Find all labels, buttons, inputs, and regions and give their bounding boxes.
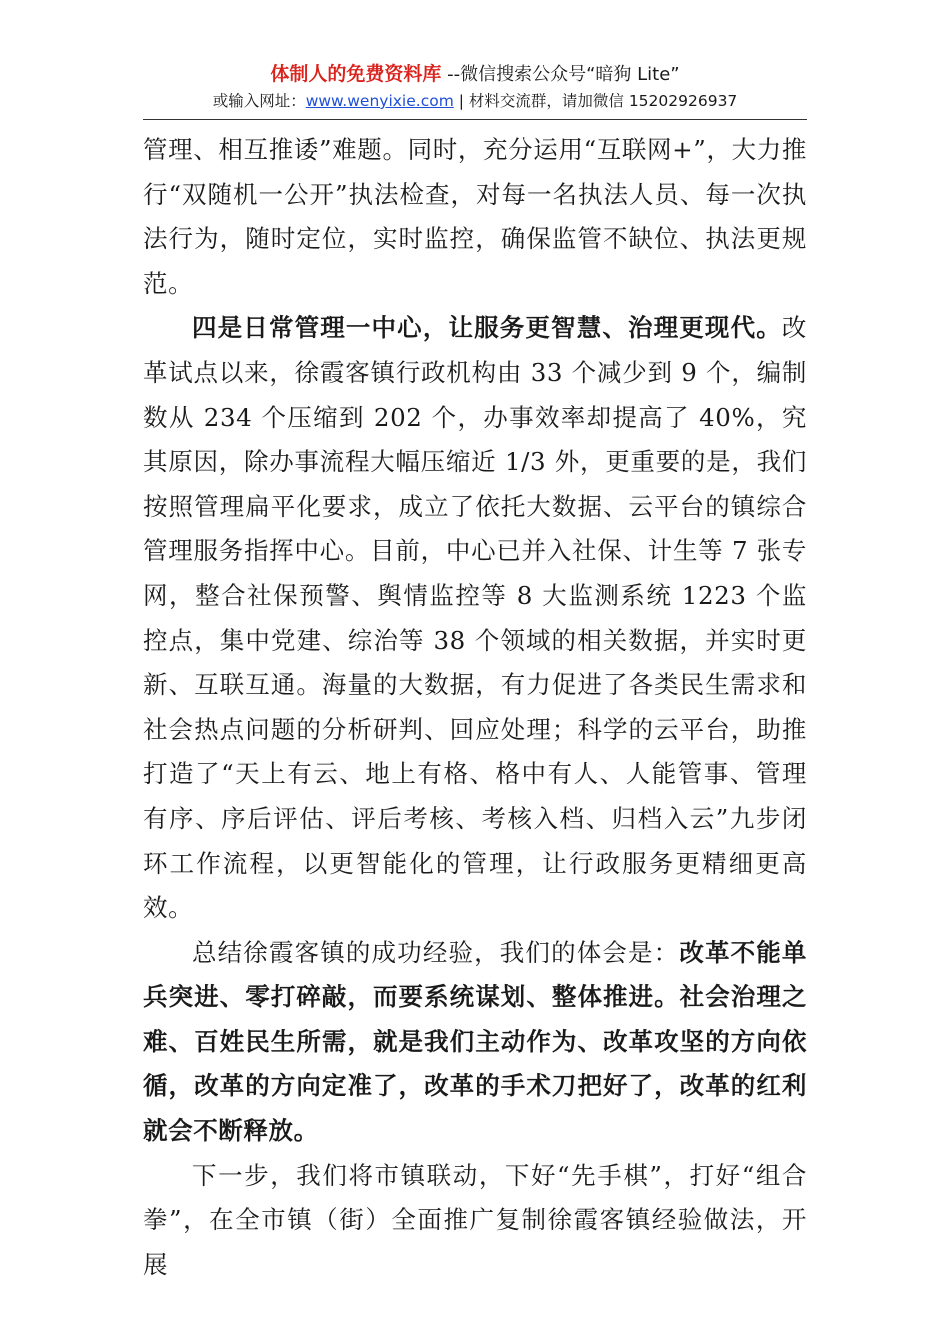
summary-emphasis: 改革不能单兵突进、零打碎敲，而要系统谋划、整体推进。社会治理之难、百姓民生所需，就是我们主动作为、改革攻坚的方向依循，改革的方向定准了，改革的手术刀把好了，改革的红利就会不断释放。 — [143, 937, 808, 1146]
paragraph-text: 下一步，我们将市镇联动，下好“先手棋”，打好“组合拳”，在全市镇（街）全面推广复制徐霞客镇经验做法，开展 — [143, 1160, 807, 1279]
section-heading: 四是日常管理一中心，让服务更智慧、治理更现代。 — [192, 313, 782, 343]
paragraph-text: 总结徐霞客镇的成功经验，我们的体会是： — [192, 937, 680, 967]
header-contact-line — [0, 90, 950, 112]
header-divider — [143, 119, 807, 120]
brand-title: 体制人的免费资料库 — [270, 63, 442, 85]
header-banner — [0, 62, 950, 87]
paragraph-next-steps — [143, 1154, 807, 1288]
paragraph-section-four — [143, 306, 807, 930]
url-prefix: 或输入网址： — [212, 92, 306, 110]
paragraph-continued — [143, 128, 807, 306]
header-separator: | — [453, 92, 469, 110]
paragraph-text: 改革试点以来，徐霞客镇行政机构由 33 个减少到 9 个，编制数从 234 个压缩到 202 个，办事效率却提高了 40%，究其原因，除办事流程大幅压缩近 1/3 外，更重要的是，我们按照管理扁平化要求，成立了依托大数据、云平台的镇综合管理服务指挥中心。目前，中心已并入社保、计生等 7 张专网，整合社保预警、舆情监控等 8 大监测系统 1223 个监控点，集中党建、综治等 38 个领域的相关数据，并实时更新、互联互通。海量的大数据，有力促进了各类民生需求和社会热点问题的分析研判、回应处理；科学的云平台，助推打造了“天上有云、地上有格、格中有人、人能管事、管理有序、序后评估、评后考核、考核入档、归档入云”九步闭环工作流程，以更智能化的管理，让行政服务更精细更高效。 — [143, 313, 807, 923]
header-tagline: --微信搜索公众号“暗狗 Lite” — [441, 64, 680, 85]
page-header — [0, 62, 950, 112]
website-link[interactable]: www.wenyixie.com — [305, 92, 454, 110]
contact-info: 材料交流群，请加微信 15202926937 — [468, 92, 738, 110]
paragraph-summary — [143, 931, 807, 1154]
document-body — [143, 128, 807, 1287]
paragraph-text: 管理、相互推诿”难题。同时，充分运用“互联网+”，大力推行“双随机一公开”执法检查，对每一名执法人员、每一次执法行为，随时定位，实时监控，确保监管不缺位、执法更规范。 — [143, 135, 807, 298]
